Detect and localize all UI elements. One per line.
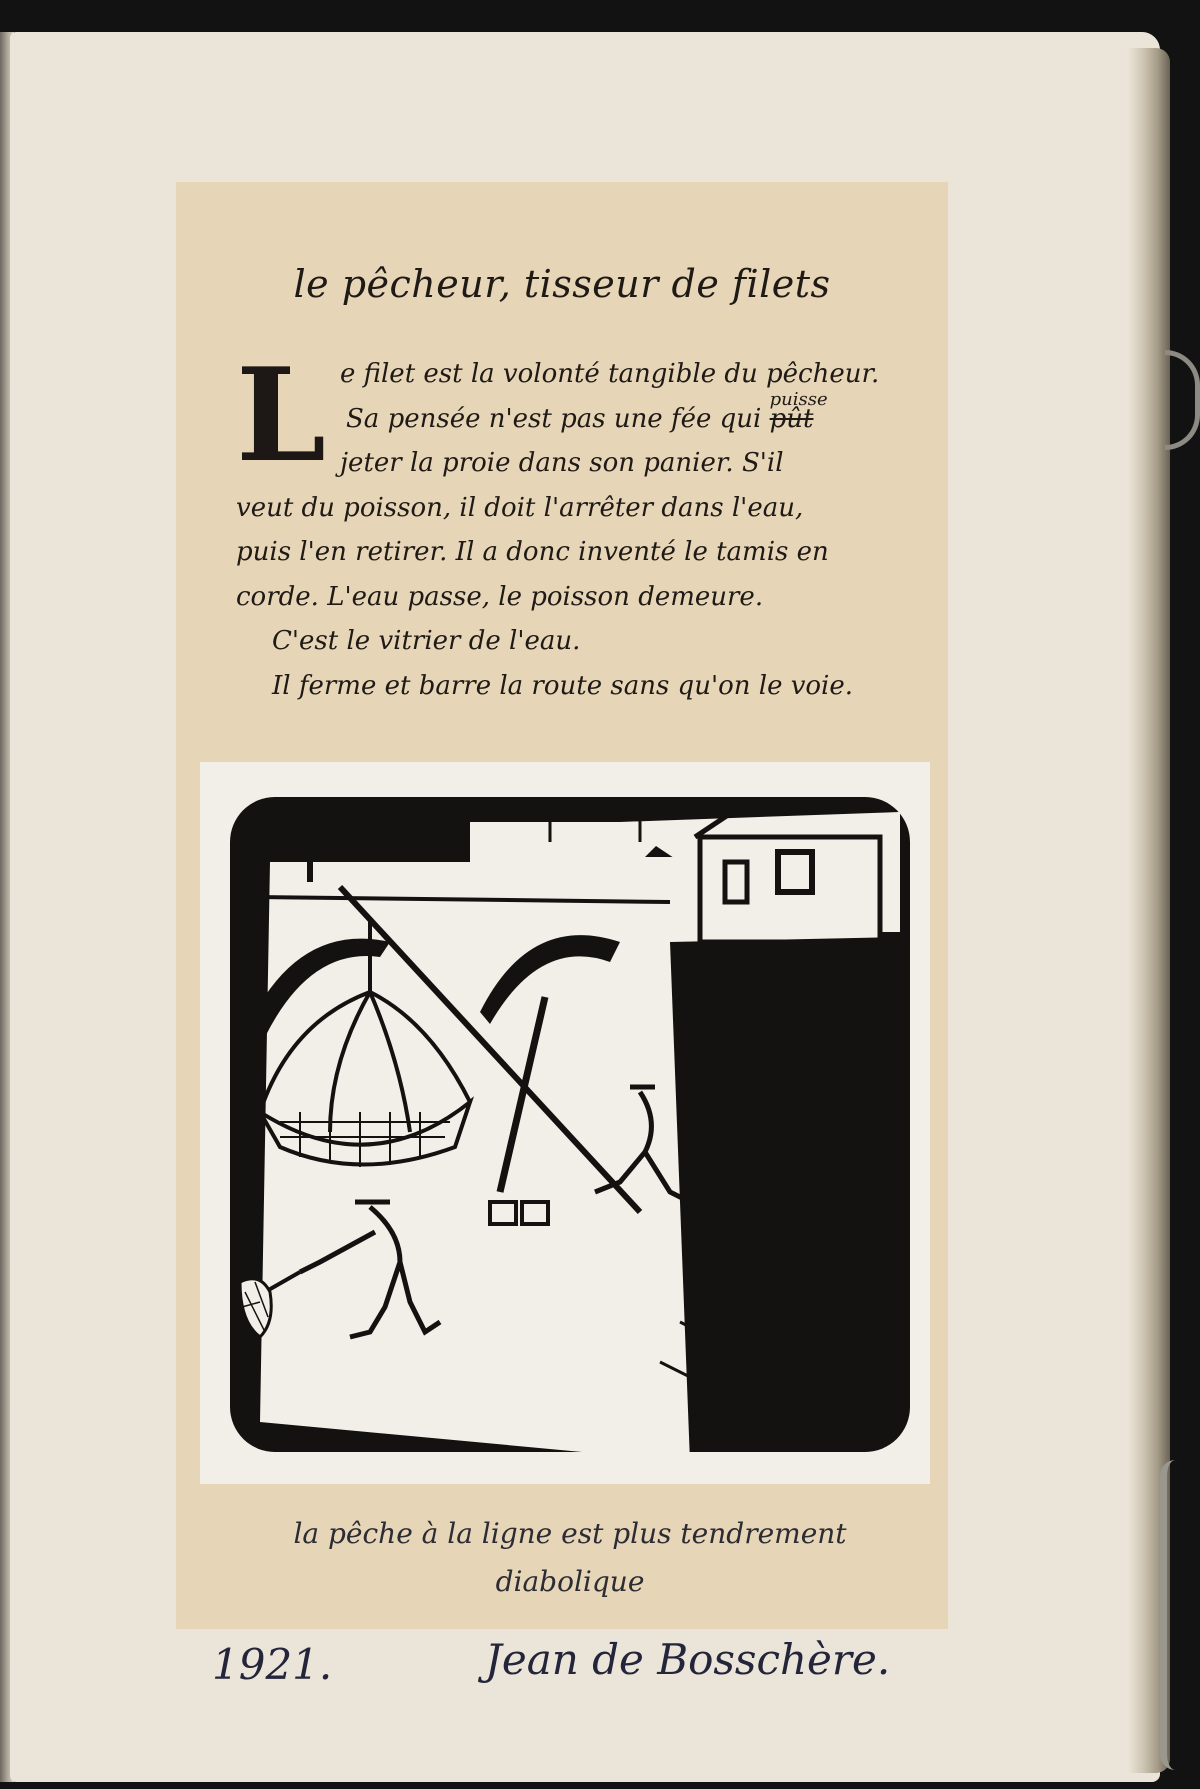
binding-tie-top [1165, 350, 1200, 450]
struck-word [769, 388, 828, 434]
clipping-body-text [236, 341, 904, 708]
text-line-5: puis l'en retirer. Il a donc inventé le tamis en [236, 537, 829, 567]
handwritten-signature: Jean de Bosschère. [485, 1635, 891, 1684]
text-line-1: e filet est la volonté tangible du pêcheur. [340, 359, 880, 389]
text-line-3: jeter la proie dans son panier. S'il [340, 448, 784, 478]
handwritten-correction: puisse [769, 388, 828, 410]
text-line-4: veut du poisson, il doit l'arrêter dans l'eau, [236, 492, 804, 523]
handwritten-year: 1921. [212, 1640, 333, 1689]
text-line-6: corde. L'eau passe, le poisson demeure. [236, 581, 764, 612]
binding-tie-bottom [1160, 1460, 1191, 1770]
clipping-title: le pêcheur, tisseur de filets [293, 262, 831, 306]
text-line-8: Il ferme et barre la route sans qu'on le voie. [272, 670, 854, 701]
caption-line-2: diabolique [495, 1565, 645, 1598]
text-line-2 [236, 388, 904, 442]
drop-cap-letter: L [236, 341, 326, 491]
text-line-2-start: Sa pensée n'est pas une fée qui [346, 403, 770, 434]
text-line-7: C'est le vitrier de l'eau. [272, 626, 581, 656]
caption-line-1: la pêche à la ligne est plus tendrement [293, 1517, 847, 1550]
handwritten-caption [200, 1510, 940, 1606]
woodcut-illustration [200, 762, 930, 1484]
struck-word-text: pût [769, 403, 814, 434]
fisherman-drawing [200, 762, 930, 1484]
